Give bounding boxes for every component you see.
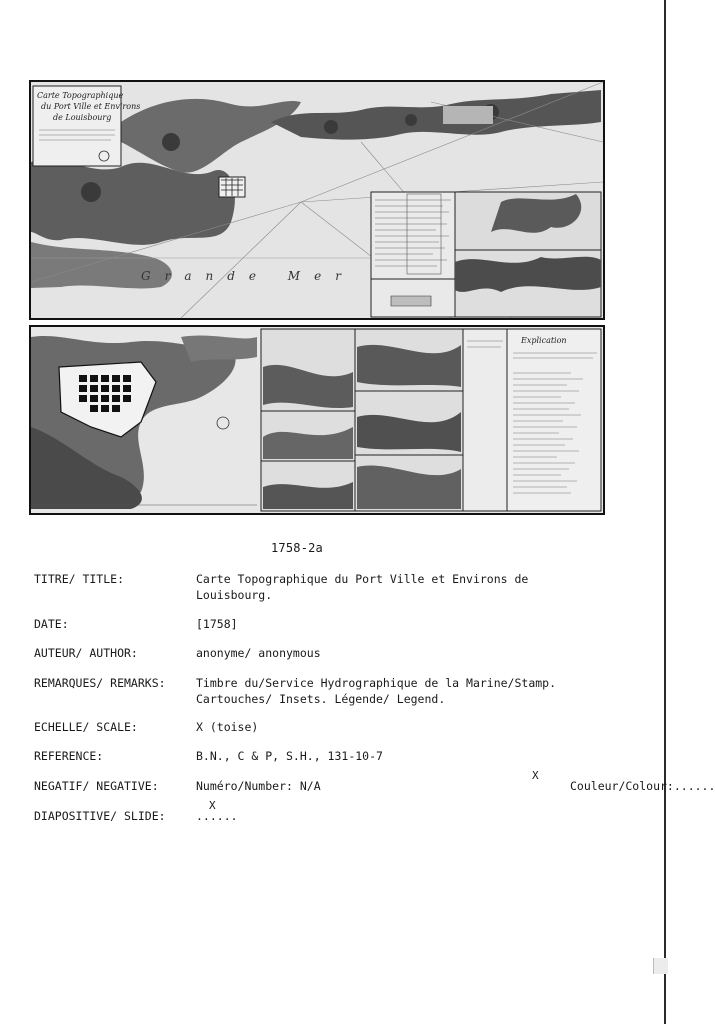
title-value-line-1: Carte Topographique du Port Ville et Environs de — [196, 572, 529, 586]
catalog-number: 1758-2a — [271, 541, 323, 555]
negative-value — [196, 769, 715, 794]
reference-value: B.N., C & P, S.H., 131-10-7 — [196, 749, 383, 763]
explication-title: Explication — [521, 336, 567, 345]
slide-dots: ...... — [196, 809, 238, 823]
title-value-line-2: Louisbourg. — [196, 588, 273, 602]
sea-label: Grande Mer — [141, 269, 355, 283]
negative-label: NEGATIF/ NEGATIVE: — [34, 779, 159, 793]
author-value: anonyme/ anonymous — [196, 646, 321, 660]
map-photo-top — [29, 80, 605, 320]
remarks-value-line-2: Cartouches/ Insets. Légende/ Legend. — [196, 692, 446, 706]
date-value: [1758] — [196, 617, 238, 631]
negative-colour: Couleur/Colour:...... — [570, 779, 715, 793]
cartouche-title-line-3: de Louisbourg — [53, 113, 112, 122]
negative-number: Numéro/Number: N/A — [196, 779, 321, 793]
title-label: TITRE/ TITLE: — [34, 572, 125, 586]
map-top-drawing — [31, 82, 603, 318]
cartouche-title-line-2: du Port Ville et Environs — [41, 102, 141, 111]
scale-label: ECHELLE/ SCALE: — [34, 720, 138, 734]
map-bottom-drawing — [31, 327, 603, 513]
date-label: DATE: — [34, 617, 69, 631]
author-label: AUTEUR/ AUTHOR: — [34, 646, 138, 660]
title-value — [196, 571, 636, 603]
slide-mark: X — [209, 799, 216, 812]
scale-value: X (toise) — [196, 720, 259, 734]
negative-colour-mark: X — [532, 769, 539, 782]
page-edge-line — [664, 0, 666, 1024]
reference-label: REFERENCE: — [34, 749, 104, 763]
remarks-value-line-1: Timbre du/Service Hydrographique de la Marine/Stamp. — [196, 676, 557, 690]
page-edge-notch — [653, 958, 668, 974]
remarks-label: REMARQUES/ REMARKS: — [34, 676, 166, 690]
map-photo-bottom — [29, 325, 605, 515]
cartouche-title-line-1: Carte Topographique — [37, 91, 124, 100]
slide-value — [196, 799, 636, 824]
remarks-value — [196, 675, 636, 707]
slide-label: DIAPOSITIVE/ SLIDE: — [34, 809, 166, 823]
